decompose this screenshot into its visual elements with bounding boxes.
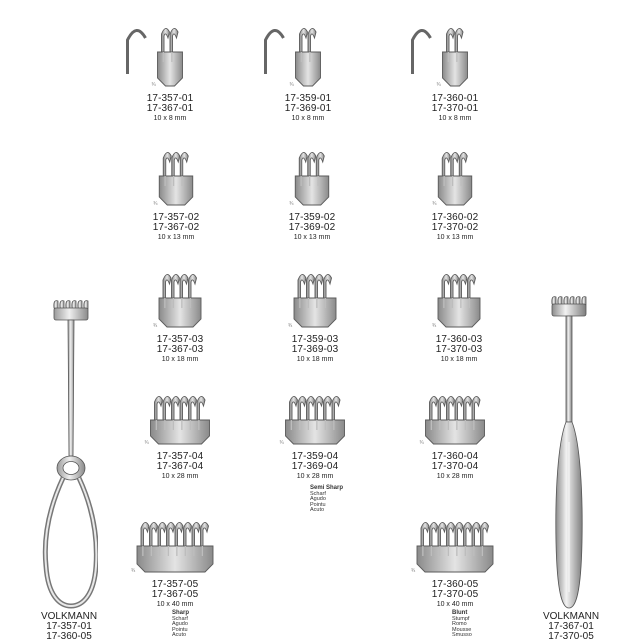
tool-name: VOLKMANN — [40, 611, 98, 622]
product-code: 17-359-04 — [291, 451, 339, 462]
product-code: 17-369-02 — [288, 222, 336, 233]
retractor-blade-illustration — [380, 138, 530, 213]
scale-mark: ¾ — [151, 82, 156, 88]
product-code: 17-370-03 — [435, 344, 483, 355]
blade-slot — [443, 298, 444, 308]
scale-mark: ¾ — [144, 440, 149, 446]
scale-mark: ¾ — [153, 323, 158, 329]
product-code: 17-357-03 — [156, 334, 204, 345]
tip-type-translation: Agudo — [310, 496, 326, 503]
scale-mark: ¾ — [436, 82, 441, 88]
blade-slot — [159, 546, 160, 556]
retractor-blade-illustration — [95, 14, 245, 94]
blade-slot — [202, 546, 203, 556]
product-code: 17-357-04 — [156, 451, 204, 462]
blade-slot — [299, 298, 300, 308]
blade-slot — [164, 420, 165, 430]
tip-type-translation: Romo — [452, 621, 467, 628]
product-code: 17-370-05 — [431, 589, 479, 600]
tip-type-translation: Acuto — [172, 632, 187, 639]
product-code: 17-367-02 — [152, 222, 200, 233]
tip-type-translation: Smusso — [452, 632, 472, 639]
product-code: 17-360-05 — [431, 579, 479, 590]
product-code: 17-367-04 — [156, 461, 204, 472]
blade-plate — [426, 420, 485, 444]
blade-slot — [317, 176, 318, 186]
scale-mark: ¾ — [411, 568, 416, 574]
product-code: 17-370-04 — [431, 461, 479, 472]
blade-slot — [316, 298, 317, 308]
product-code: 17-370-01 — [431, 103, 479, 114]
blade-slot — [198, 420, 199, 430]
blade-slot — [193, 546, 194, 556]
blade-plate — [158, 52, 183, 86]
scale-mark: ¾ — [419, 440, 424, 446]
tip-type-title: Semi Sharp — [310, 485, 344, 491]
blade-plate — [438, 176, 472, 205]
blade-slot — [469, 298, 470, 308]
scale-mark: ¾ — [153, 201, 158, 207]
tip-type-title: Sharp — [172, 610, 190, 616]
blade-slot — [299, 420, 300, 430]
product-code: 17-359-02 — [288, 212, 336, 223]
blade-slot — [456, 420, 457, 430]
blade-side-profile — [128, 30, 146, 74]
product-code: 17-360-02 — [431, 212, 479, 223]
product-code: 17-360-01 — [431, 93, 479, 104]
product-code: 17-367-03 — [156, 344, 204, 355]
blade-slot — [156, 420, 157, 430]
retractor-blade-illustration — [380, 14, 530, 94]
blade-size: 10 x 8 mm — [438, 115, 472, 122]
tip-type-translation: Pointu — [172, 626, 188, 633]
tip-type-note-sharp — [172, 611, 189, 639]
blade-slot — [431, 546, 432, 556]
product-code: 17-360-04 — [431, 451, 479, 462]
product-code: 17-359-01 — [284, 93, 332, 104]
blade-slot — [291, 420, 292, 430]
retractor-blade-item — [380, 508, 530, 609]
blade-size: 10 x 18 mm — [440, 356, 478, 363]
blade-slot — [456, 52, 457, 62]
retractor-blade-illustration — [100, 508, 250, 580]
retractor-blade-illustration — [233, 14, 383, 94]
retractor-blade-item — [105, 382, 255, 481]
blade-slot — [482, 546, 483, 556]
blade-slot — [142, 546, 143, 556]
blade-slot — [333, 420, 334, 430]
blade-plate — [443, 52, 468, 86]
blade-slot — [173, 298, 174, 308]
retractor-blade-illustration — [101, 138, 251, 213]
retractor-blade-item — [237, 138, 387, 242]
retractor-blade-illustration — [105, 382, 255, 452]
product-code: 17-357-01 — [146, 93, 194, 104]
product-code: 17-357-01 — [46, 621, 92, 632]
blade-slot — [325, 298, 326, 308]
blade-slot — [448, 52, 449, 62]
blade-slot — [448, 546, 449, 556]
product-code: 17-357-02 — [152, 212, 200, 223]
blade-plate — [159, 176, 193, 205]
blade-slot — [456, 546, 457, 556]
blade-slot — [460, 298, 461, 308]
blade-slot — [452, 298, 453, 308]
tip-type-translation: Pointu — [310, 501, 326, 508]
blade-plate — [417, 546, 493, 572]
blade-slot — [465, 546, 466, 556]
product-code: 17-369-03 — [291, 344, 339, 355]
scale-mark: ¾ — [432, 323, 437, 329]
blade-slot — [181, 298, 182, 308]
product-code: 17-359-03 — [291, 334, 339, 345]
blade-plate — [137, 546, 213, 572]
retractor-blade-item — [380, 14, 530, 123]
retractor-blade-item — [380, 138, 530, 242]
retractor-blade-illustration — [105, 260, 255, 335]
blade-side-profile — [413, 30, 431, 74]
blade-size: 10 x 40 mm — [436, 601, 474, 608]
blade-slot — [173, 176, 174, 186]
blade-slot — [181, 420, 182, 430]
blade-size: 10 x 28 mm — [436, 473, 474, 480]
product-code: 17-360-03 — [435, 334, 483, 345]
blade-slot — [171, 52, 172, 62]
blade-slot — [431, 420, 432, 430]
retractor-blade-item — [240, 382, 390, 481]
blade-size: 10 x 28 mm — [161, 473, 199, 480]
blade-plate — [286, 420, 345, 444]
scale-mark: ¾ — [279, 440, 284, 446]
blade-slot — [465, 420, 466, 430]
volkmann-retractor-ring-handle-illustration — [38, 296, 98, 612]
blade-slot — [168, 546, 169, 556]
tip-type-translation: Stumpf — [452, 615, 470, 622]
blade-size: 10 x 28 mm — [296, 473, 334, 480]
blade-slot — [164, 176, 165, 186]
left-tool-label — [14, 612, 124, 641]
tool-name: VOLKMANN — [542, 611, 600, 622]
blade-slot — [309, 176, 310, 186]
blade-slot — [164, 298, 165, 308]
product-code: 17-370-02 — [431, 222, 479, 233]
retractor-blade-illustration — [380, 508, 530, 580]
retractor-blade-illustration — [240, 382, 390, 452]
blade-slot — [308, 298, 309, 308]
product-code: 17-369-01 — [284, 103, 332, 114]
blade-slot — [190, 298, 191, 308]
retractor-blade-illustration — [240, 260, 390, 335]
tip-type-note-semi-sharp — [310, 486, 343, 514]
retractor-blade-item — [101, 138, 251, 242]
blade-slot — [325, 420, 326, 430]
blade-size: 10 x 8 mm — [291, 115, 325, 122]
blade-slot — [151, 546, 152, 556]
blade-plate — [295, 176, 329, 205]
blade-slot — [439, 546, 440, 556]
retractor-blade-item — [384, 260, 534, 364]
blade-side-profile — [266, 30, 284, 74]
retractor-blade-item — [105, 260, 255, 364]
blade-size: 10 x 13 mm — [436, 234, 474, 241]
blade-slot — [181, 176, 182, 186]
product-code: 17-369-04 — [291, 461, 339, 472]
blade-slot — [473, 420, 474, 430]
product-code: 17-367-05 — [151, 589, 199, 600]
blade-plate — [151, 420, 210, 444]
tip-type-note-blunt — [452, 611, 472, 639]
blade-size: 10 x 13 mm — [157, 234, 195, 241]
blade-slot — [176, 546, 177, 556]
blade-size: 10 x 18 mm — [161, 356, 199, 363]
retractor-blade-illustration — [237, 138, 387, 213]
retractor-blade-illustration — [380, 382, 530, 452]
tip-type-translation: Scharf — [310, 490, 326, 497]
blade-slot — [422, 546, 423, 556]
retractor-blade-item — [95, 14, 245, 123]
blade-size: 10 x 13 mm — [293, 234, 331, 241]
tip-type-translation: Acuto — [310, 507, 325, 514]
blade-slot — [300, 176, 301, 186]
product-code: 17-370-05 — [548, 631, 594, 641]
retractor-blade-item — [380, 382, 530, 481]
right-tool-label — [516, 612, 626, 641]
blade-slot — [190, 420, 191, 430]
blade-slot — [443, 176, 444, 186]
blade-slot — [308, 420, 309, 430]
scale-mark: ¾ — [131, 568, 136, 574]
blade-slot — [309, 52, 310, 62]
tip-type-translation: Agudo — [172, 621, 188, 628]
blade-size: 10 x 18 mm — [296, 356, 334, 363]
blade-slot — [301, 52, 302, 62]
blade-slot — [439, 420, 440, 430]
retractor-blade-item — [100, 508, 250, 609]
blade-slot — [185, 546, 186, 556]
blade-size: 10 x 8 mm — [153, 115, 187, 122]
volkmann-retractor-solid-handle-illustration — [542, 292, 598, 612]
blade-slot — [460, 176, 461, 186]
retractor-blade-illustration — [384, 260, 534, 335]
blade-slot — [448, 420, 449, 430]
blade-plate — [296, 52, 321, 86]
product-code: 17-357-05 — [151, 579, 199, 590]
blade-slot — [163, 52, 164, 62]
blade-slot — [316, 420, 317, 430]
blade-size: 10 x 40 mm — [156, 601, 194, 608]
scale-mark: ¾ — [288, 323, 293, 329]
blade-slot — [173, 420, 174, 430]
blade-slot — [473, 546, 474, 556]
scale-mark: ¾ — [289, 82, 294, 88]
scale-mark: ¾ — [432, 201, 437, 207]
product-code: 17-360-05 — [46, 631, 92, 641]
product-code: 17-367-01 — [146, 103, 194, 114]
retractor-blade-item — [233, 14, 383, 123]
tip-type-translation: Scharf — [172, 615, 188, 622]
blade-slot — [452, 176, 453, 186]
tip-type-title: Blunt — [452, 610, 468, 616]
tip-type-translation: Mousse — [452, 626, 472, 633]
product-code: 17-367-01 — [548, 621, 594, 632]
scale-mark: ¾ — [289, 201, 294, 207]
retractor-blade-item — [240, 260, 390, 364]
